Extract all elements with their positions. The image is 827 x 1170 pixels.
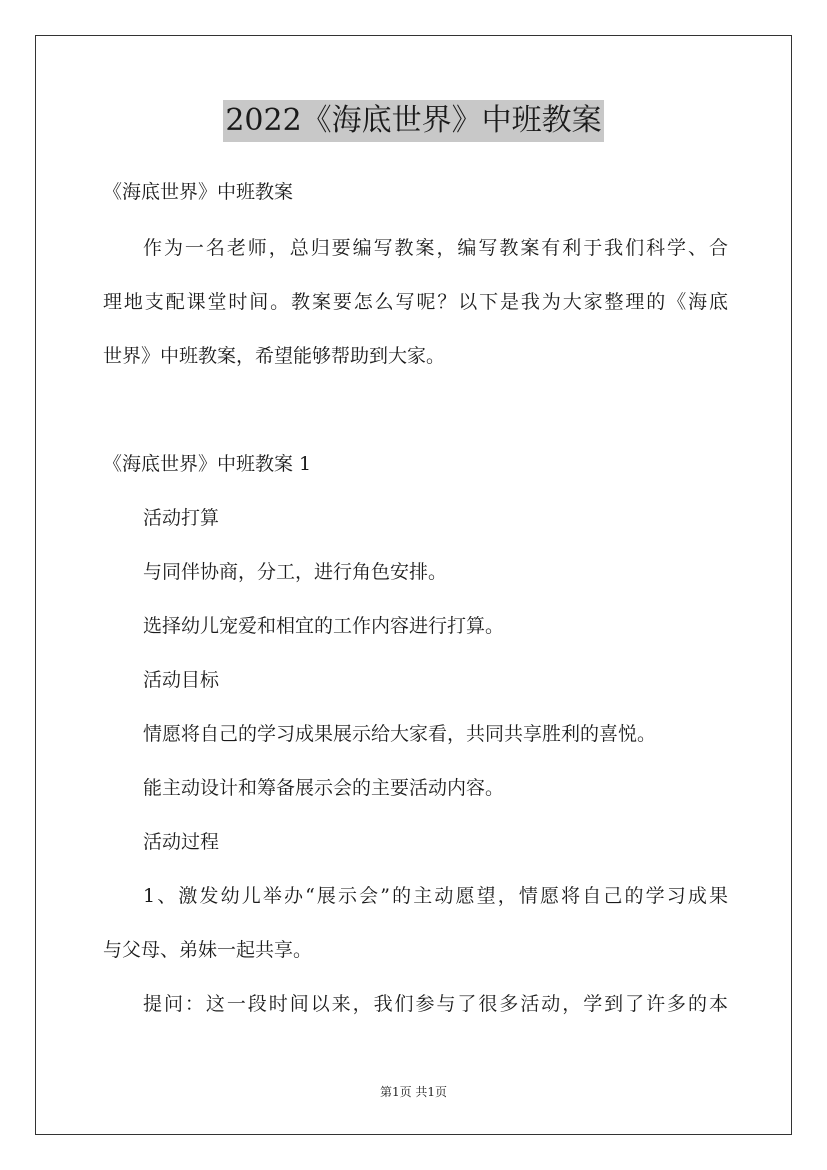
- intro-line: 作为一名老师，总归要编写教案，编写教案有利于我们科学、合: [143, 237, 728, 259]
- section-heading: 《海底世界》中班教案 1: [103, 453, 312, 475]
- intro-paragraph: [103, 233, 728, 263]
- intro-line: 理地支配课堂时间。教案要怎么写呢？以下是我为大家整理的《海底: [103, 291, 728, 313]
- document-subtitle: 《海底世界》中班教案: [103, 181, 294, 203]
- item-heading: 活动目标: [143, 669, 220, 691]
- title-container: [0, 100, 827, 142]
- process-line: 1、激发幼儿举办“展示会”的主动愿望，情愿将自己的学习成果: [143, 885, 728, 907]
- item-text: 情愿将自己的学习成果展示给大家看，共同共享胜利的喜悦。: [143, 723, 657, 745]
- item-text: 与同伴协商，分工，进行角色安排。: [143, 561, 448, 583]
- item-text: 能主动设计和筹备展示会的主要活动内容。: [143, 777, 505, 799]
- intro-line: 世界》中班教案，希望能够帮助到大家。: [103, 345, 446, 367]
- process-line: 与父母、弟妹一起共享。: [103, 939, 313, 961]
- question-paragraph: [103, 989, 728, 1019]
- item-text: 选择幼儿宠爱和相宜的工作内容进行打算。: [143, 615, 505, 637]
- intro-paragraph-cont: [103, 287, 728, 317]
- item-heading: 活动打算: [143, 507, 220, 529]
- item-heading: 活动过程: [143, 831, 220, 853]
- question-line: 提问：这一段时间以来，我们参与了很多活动，学到了许多的本: [143, 993, 728, 1015]
- page-footer: 第1页 共1页: [379, 1085, 448, 1099]
- document-title: 2022《海底世界》中班教案: [223, 100, 603, 142]
- process-paragraph: [103, 881, 728, 911]
